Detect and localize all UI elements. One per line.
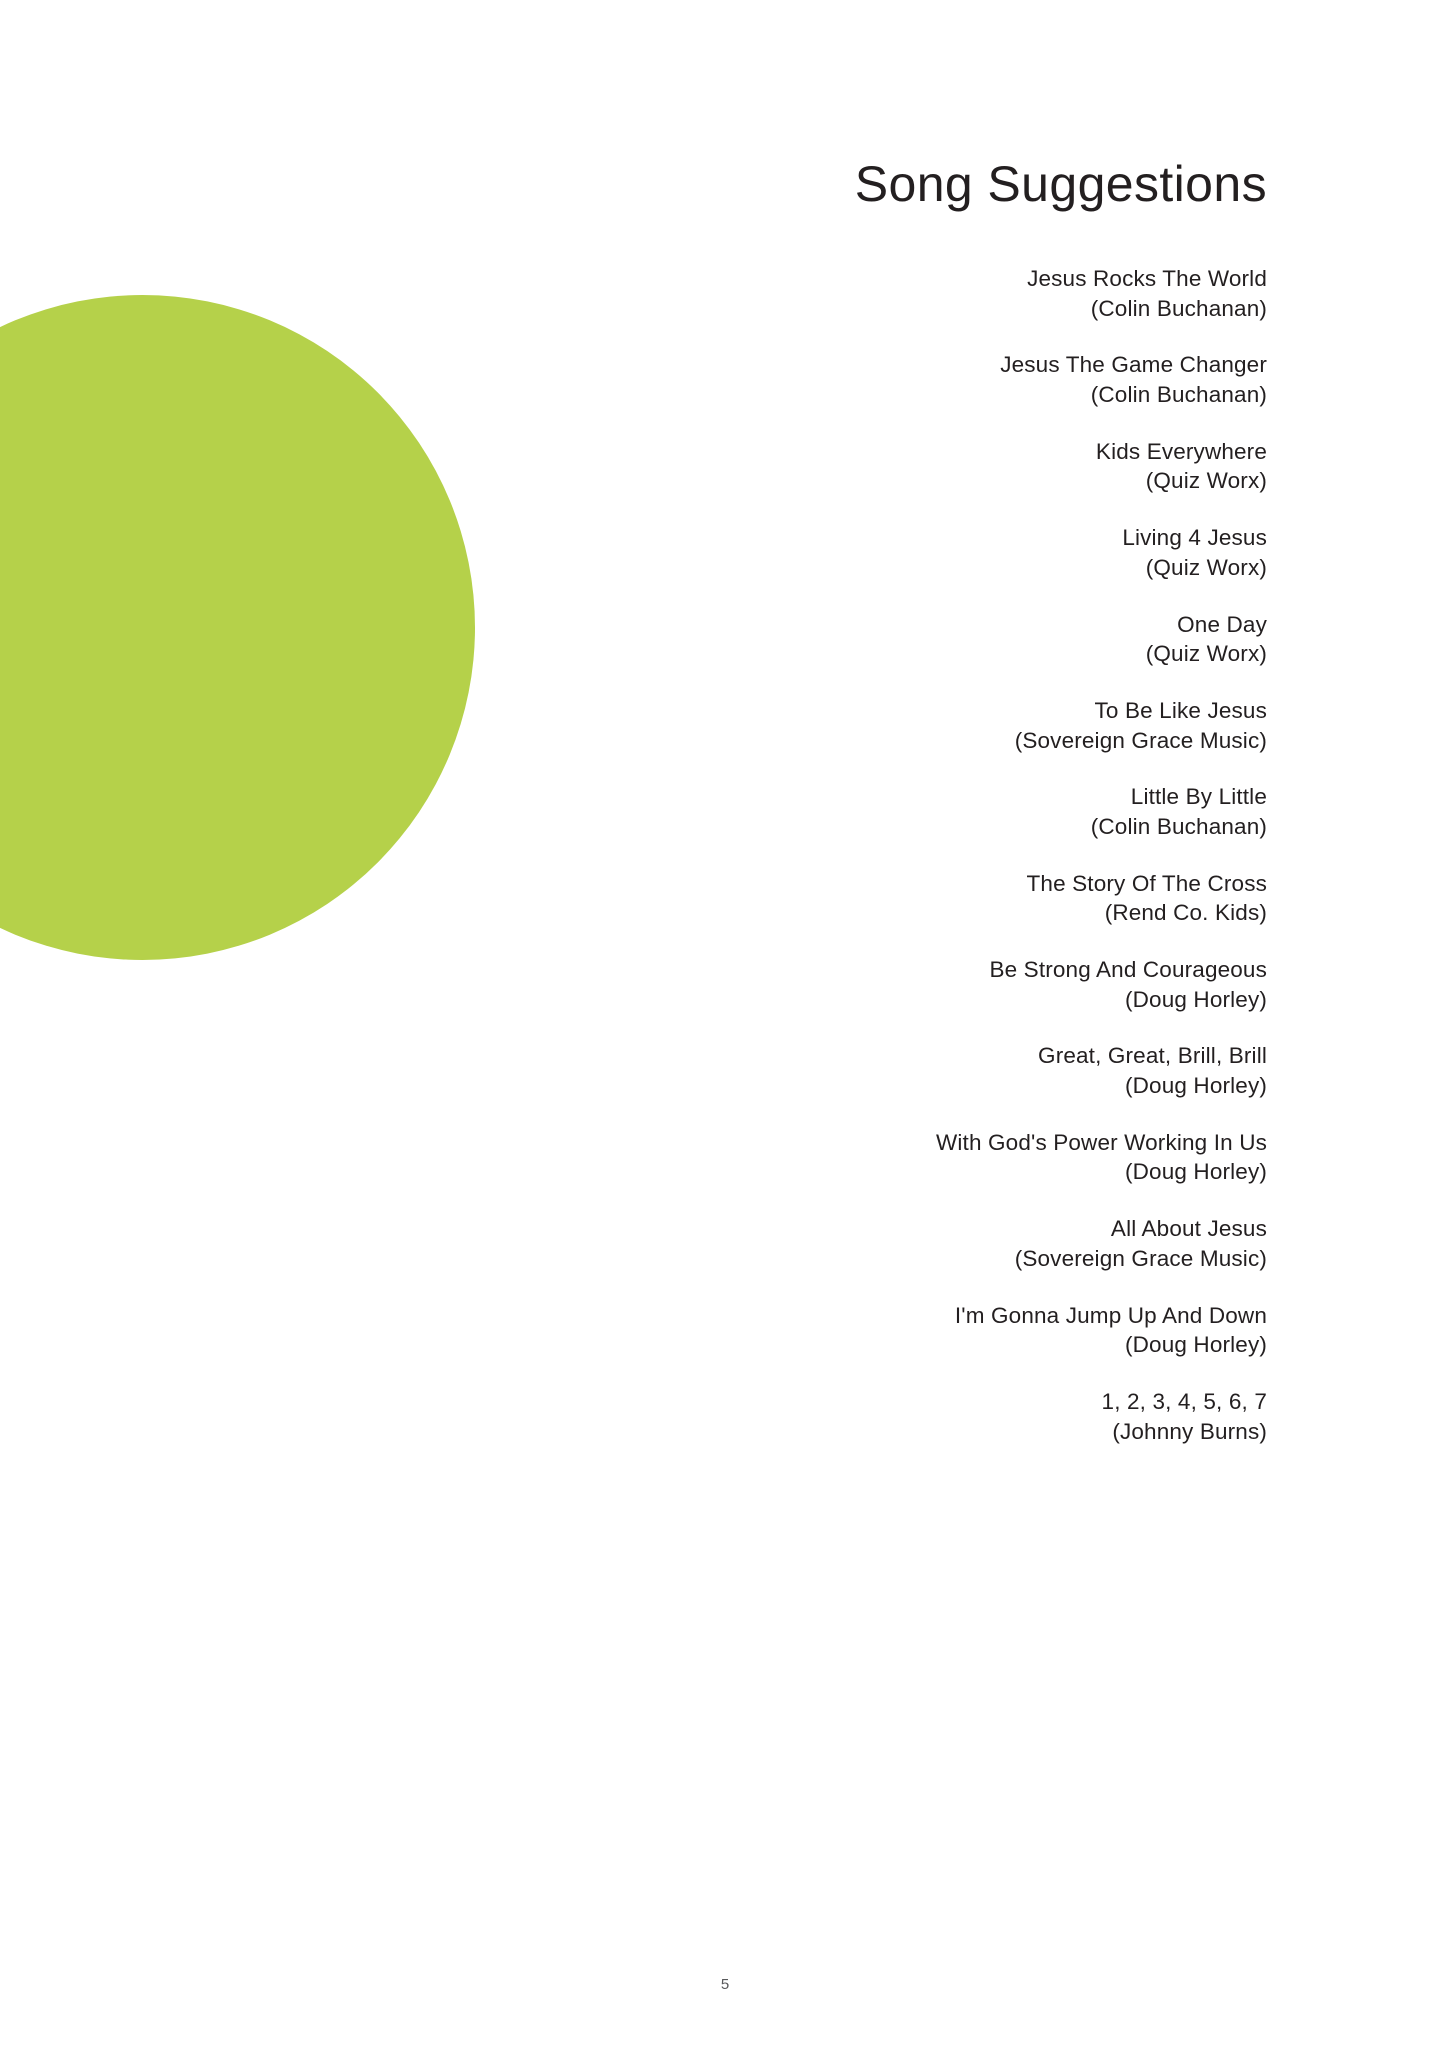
song-title: The Story Of The Cross bbox=[1026, 870, 1267, 896]
list-item bbox=[710, 1041, 1267, 1100]
song-suggestions-list bbox=[710, 264, 1267, 1446]
song-artist: (Quiz Worx) bbox=[1145, 468, 1267, 494]
song-artist: (Doug Horley) bbox=[1125, 1159, 1267, 1185]
list-item bbox=[710, 696, 1267, 755]
song-title: Jesus The Game Changer bbox=[1000, 352, 1267, 378]
page-number: 5 bbox=[720, 1976, 730, 1993]
song-artist: (Rend Co. Kids) bbox=[1104, 900, 1267, 926]
song-artist: (Johnny Burns) bbox=[1112, 1418, 1267, 1444]
song-artist: (Sovereign Grace Music) bbox=[1014, 1245, 1267, 1271]
song-artist: (Sovereign Grace Music) bbox=[1014, 727, 1267, 753]
list-item bbox=[710, 523, 1267, 582]
song-title: To Be Like Jesus bbox=[1094, 697, 1267, 723]
list-item bbox=[710, 610, 1267, 669]
song-title: Great, Great, Brill, Brill bbox=[1038, 1043, 1267, 1069]
song-title: Kids Everywhere bbox=[1095, 438, 1267, 464]
list-item bbox=[710, 264, 1267, 323]
song-artist: (Colin Buchanan) bbox=[1090, 813, 1267, 839]
list-item bbox=[710, 782, 1267, 841]
list-item bbox=[710, 1214, 1267, 1273]
list-item bbox=[710, 437, 1267, 496]
song-title: Living 4 Jesus bbox=[1122, 525, 1267, 551]
decorative-green-circle bbox=[0, 295, 475, 960]
song-title: Be Strong And Courageous bbox=[989, 957, 1267, 982]
song-artist: (Quiz Worx) bbox=[1145, 641, 1267, 667]
song-title: One Day bbox=[1177, 611, 1267, 637]
list-item bbox=[710, 1128, 1267, 1187]
song-artist: (Colin Buchanan) bbox=[1090, 382, 1267, 408]
page-content bbox=[710, 0, 1450, 1473]
list-item bbox=[710, 350, 1267, 409]
list-item bbox=[710, 955, 1267, 1014]
song-title: All About Jesus bbox=[1110, 1216, 1267, 1242]
list-item bbox=[710, 1387, 1267, 1446]
song-artist: (Doug Horley) bbox=[1125, 1073, 1267, 1099]
song-artist: (Colin Buchanan) bbox=[1090, 295, 1267, 321]
song-artist: (Quiz Worx) bbox=[1145, 554, 1267, 580]
list-item bbox=[710, 869, 1267, 928]
page-title: Song Suggestions bbox=[854, 156, 1267, 212]
song-title: Little By Little bbox=[1130, 784, 1267, 810]
song-title: Jesus Rocks The World bbox=[1027, 266, 1267, 291]
song-artist: (Doug Horley) bbox=[1125, 986, 1267, 1012]
song-title: With God's Power Working In Us bbox=[936, 1129, 1267, 1155]
song-title: 1, 2, 3, 4, 5, 6, 7 bbox=[1101, 1388, 1267, 1414]
list-item bbox=[710, 1301, 1267, 1360]
song-artist: (Doug Horley) bbox=[1125, 1332, 1267, 1358]
song-title: I'm Gonna Jump Up And Down bbox=[954, 1302, 1267, 1328]
